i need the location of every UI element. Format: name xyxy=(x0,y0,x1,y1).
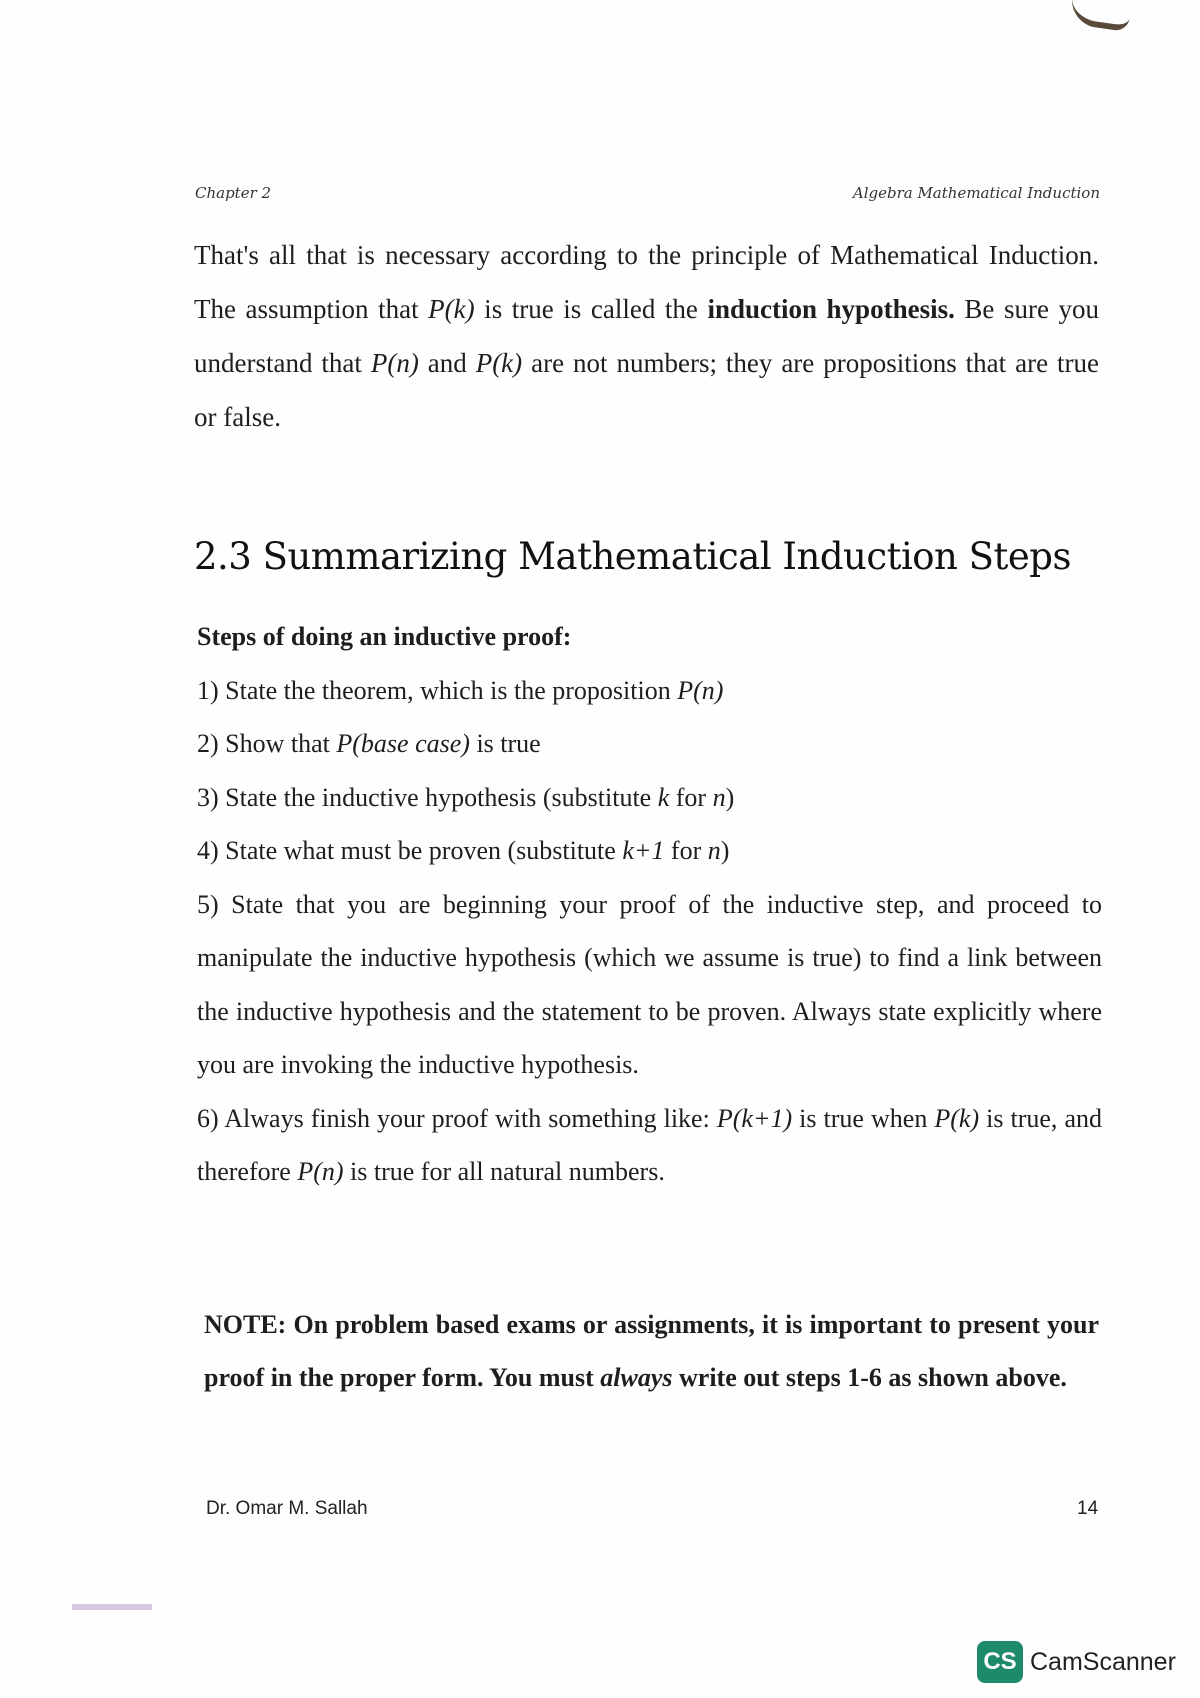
step-6-text-d: is true for all natural numbers. xyxy=(343,1157,665,1186)
step-3-text-c: ) xyxy=(725,782,735,812)
page-header xyxy=(195,184,1100,214)
note-paragraph xyxy=(204,1298,1099,1404)
step-6-em-3: P(n) xyxy=(297,1157,344,1186)
steps-list xyxy=(197,610,1102,1199)
steps-heading: Steps of doing an inductive proof: xyxy=(197,622,572,651)
step-6-em-1: P(k+1) xyxy=(716,1103,793,1133)
camscanner-logo-icon: CS xyxy=(977,1641,1023,1683)
note-em: always xyxy=(600,1363,673,1392)
step-4-text-b: for xyxy=(664,836,708,865)
chapter-label: Chapter 2 xyxy=(195,184,272,202)
step-4 xyxy=(197,824,1102,878)
intro-pk-1: P(k) xyxy=(428,294,475,324)
step-6-text-a: 6) Always finish your proof with something like: xyxy=(197,1103,717,1133)
intro-text-2: is true is called the xyxy=(474,294,708,324)
step-1-em: P(n) xyxy=(677,675,724,705)
note-text-b: write out steps 1-6 as shown above. xyxy=(672,1363,1067,1392)
scan-edge-mark xyxy=(72,1604,152,1610)
step-3-em-1: k xyxy=(657,782,670,812)
step-1 xyxy=(197,664,1102,718)
step-4-text-a: 4) State what must be proven (substitute xyxy=(197,836,623,865)
step-2-em: P(base case) xyxy=(336,729,470,758)
page-number: 14 xyxy=(1077,1498,1099,1519)
intro-pn: P(n) xyxy=(370,348,419,378)
step-1-text: 1) State the theorem, which is the proposition xyxy=(197,675,678,705)
step-3-text-b: for xyxy=(669,782,713,812)
footer-author: Dr. Omar M. Sallah xyxy=(206,1498,368,1519)
intro-text-3: Be sure you understand that xyxy=(194,294,1100,378)
intro-paragraph xyxy=(194,228,1099,444)
section-title: 2.3 Summarizing Mathematical Induction Steps xyxy=(194,535,1071,578)
step-2 xyxy=(197,717,1102,771)
running-title: Algebra Mathematical Induction xyxy=(852,184,1100,202)
intro-text-1: That's all that is necessary according to the principle of Mathematical Induction. The assumption that xyxy=(194,240,1099,324)
step-6-text-c: is true, and therefore xyxy=(197,1103,1102,1186)
intro-text-5: are not numbers; they are propositions that are true or false. xyxy=(194,348,1099,432)
step-6 xyxy=(197,1092,1102,1199)
intro-term: induction hypothesis. xyxy=(707,294,955,324)
step-6-em-2: P(k) xyxy=(934,1103,980,1133)
step-4-em-1: k+1 xyxy=(622,836,665,865)
step-2-text-b: is true xyxy=(469,729,541,758)
camscanner-watermark: CamScanner xyxy=(1030,1648,1176,1676)
intro-pk-2: P(k) xyxy=(475,348,523,378)
step-3-text-a: 3) State the inductive hypothesis (substitute xyxy=(197,782,658,812)
step-6-text-b: is true when xyxy=(792,1103,935,1133)
step-3-em-2: n xyxy=(712,782,726,812)
step-2-text-a: 2) Show that xyxy=(197,729,337,758)
intro-text-4: and xyxy=(418,348,476,378)
step-4-text-c: ) xyxy=(720,836,730,865)
step-4-em-2: n xyxy=(707,836,721,865)
step-3 xyxy=(197,771,1102,825)
step-5: 5) State that you are beginning your proof of the inductive step, and proceed to manipulate the inductive hypothesis (which we assume is true) to find a link between the inductive hypothesis and the statement to be proven. Always state explicitly where you are invoking the inductive hypothesis. xyxy=(197,889,1102,1079)
note-text-a: NOTE: On problem based exams or assignments, it is important to present your proof in the proper form. You must xyxy=(204,1310,1099,1392)
corner-shadow-mark xyxy=(1068,0,1131,32)
